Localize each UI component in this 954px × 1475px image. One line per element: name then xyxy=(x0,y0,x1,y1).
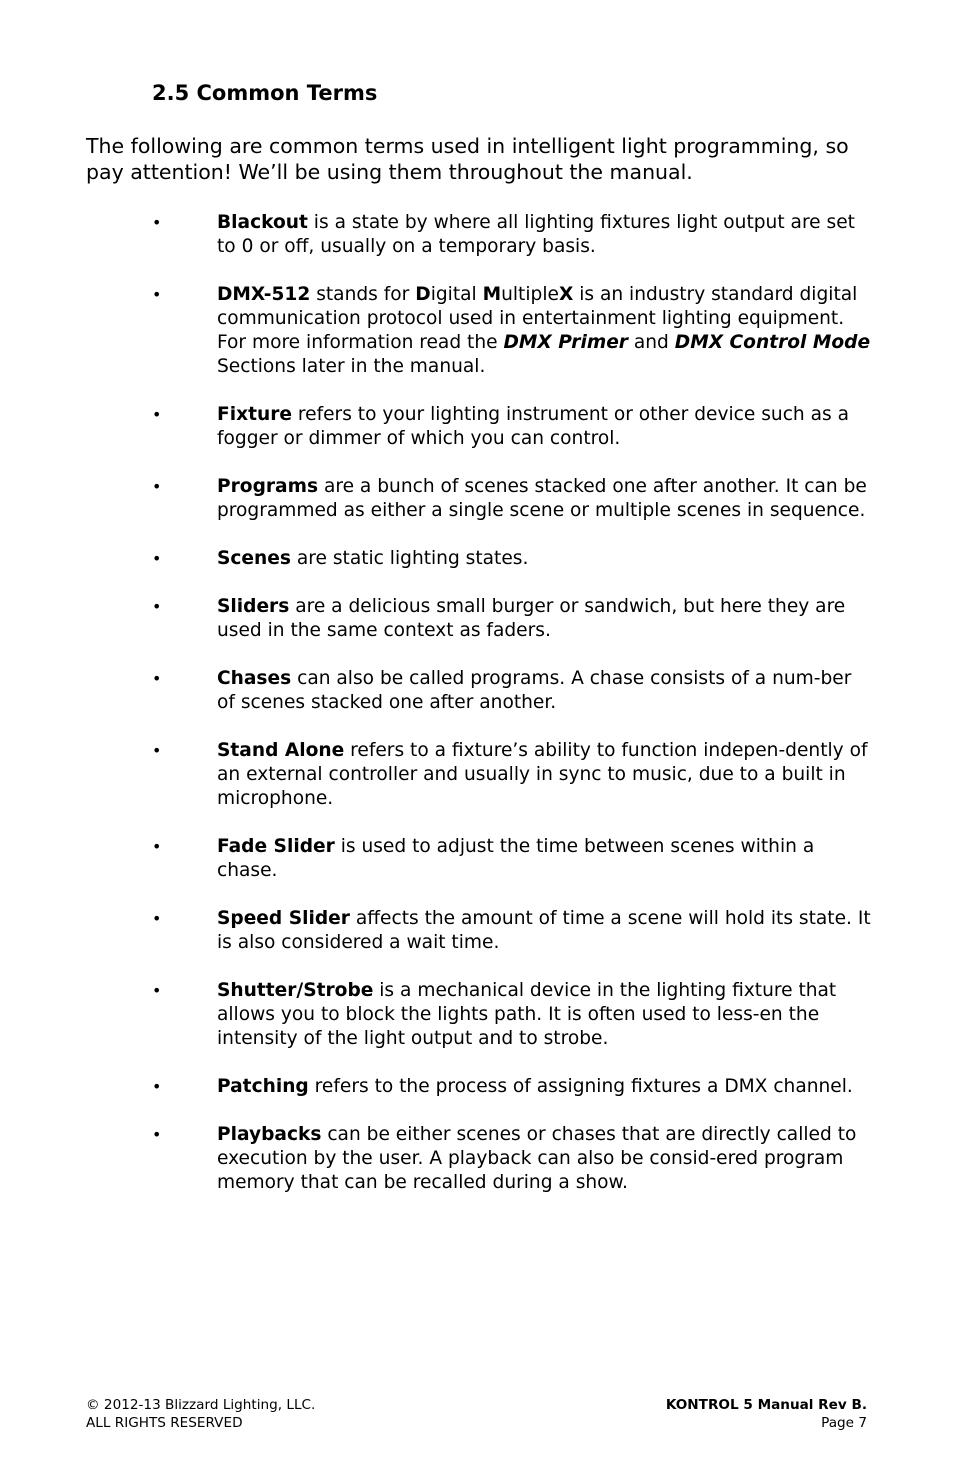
term-name: Stand Alone xyxy=(217,740,345,761)
term-name: Blackout xyxy=(217,212,308,233)
term-name: Sliders xyxy=(217,596,290,617)
term-definition: is a mechanical device in the lighting fixture that allows you to block the lights path. It is often used to less-en the intensity of the light output and to strobe. xyxy=(217,980,837,1049)
bullet-icon: • xyxy=(152,669,162,688)
term-name: Fixture xyxy=(217,404,292,425)
bullet-icon: • xyxy=(152,741,162,760)
term-playbacks xyxy=(0,1123,954,1195)
term-definition: stands for xyxy=(310,284,416,305)
acronym-text: igital xyxy=(430,284,483,305)
term-definition-cont: and xyxy=(627,332,675,353)
term-definition: affects the amount of time a scene will hold its state. It is also considered a wait time. xyxy=(217,908,871,953)
term-definition: refers to a fixture’s ability to function indepen-dently of an external controller and usually in sync to music, due to a built in microphone. xyxy=(217,740,868,809)
term-fade-slider xyxy=(0,835,954,883)
term-name: Chases xyxy=(217,668,292,689)
term-shutter-strobe xyxy=(0,979,954,1051)
term-blackout xyxy=(0,211,954,259)
term-definition: refers to the process of assigning fixtures a DMX channel. xyxy=(308,1076,853,1097)
term-definition: is used to adjust the time between scenes within a chase. xyxy=(217,836,815,881)
term-stand-alone xyxy=(0,739,954,811)
footer-copyright xyxy=(86,1396,315,1432)
term-definition: are a bunch of scenes stacked one after another. It can be programmed as either a single scene or multiple scenes in sequence. xyxy=(217,476,867,521)
term-speed-slider xyxy=(0,907,954,955)
bullet-icon: • xyxy=(152,549,162,568)
reference-dmx-primer: DMX Primer xyxy=(503,332,628,353)
term-fixture xyxy=(0,403,954,451)
bullet-icon: • xyxy=(152,405,162,424)
term-sliders xyxy=(0,595,954,643)
term-name: DMX-512 xyxy=(217,284,311,305)
term-dmx-512 xyxy=(0,283,954,379)
acronym-letter-x: X xyxy=(558,284,574,305)
bullet-icon: • xyxy=(152,285,162,304)
bullet-icon: • xyxy=(152,1125,162,1144)
bullet-icon: • xyxy=(152,909,162,928)
acronym-letter-m: M xyxy=(482,284,502,305)
term-definition-cont: is an industry standard digital communication protocol used in entertainment lighting equipment. For more information read the xyxy=(217,284,858,353)
manual-title: KONTROL 5 Manual Rev B. xyxy=(665,1397,867,1413)
footer-manual-info xyxy=(666,1396,867,1432)
term-patching xyxy=(0,1075,954,1099)
term-definition: can be either scenes or chases that are directly called to execution by the user. A playback can also be consid-ered program memory that can be recalled during a show. xyxy=(217,1124,857,1193)
term-definition: are static lighting states. xyxy=(290,548,529,569)
bullet-icon: • xyxy=(152,213,162,232)
term-chases xyxy=(0,667,954,715)
section-heading: 2.5 Common Terms xyxy=(152,81,378,105)
acronym-text: ultiple xyxy=(501,284,559,305)
term-definition: refers to your lighting instrument or other device such as a fogger or dimmer of which you can control. xyxy=(217,404,849,449)
bullet-icon: • xyxy=(152,597,162,616)
copyright-text: © 2012-13 Blizzard Lighting, LLC. xyxy=(86,1397,316,1413)
term-name: Playbacks xyxy=(217,1124,322,1145)
reference-dmx-control-mode: DMX Control Mode xyxy=(674,332,871,353)
bullet-icon: • xyxy=(152,837,162,856)
terms-list xyxy=(0,211,954,1195)
term-name: Programs xyxy=(217,476,319,497)
page-number: Page 7 xyxy=(821,1415,867,1431)
bullet-icon: • xyxy=(152,981,162,1000)
term-definition: is a state by where all lighting fixtures light output are set to 0 or off, usually on a temporary basis. xyxy=(217,212,855,257)
term-name: Shutter/Strobe xyxy=(217,980,374,1001)
bullet-icon: • xyxy=(152,477,162,496)
term-name: Scenes xyxy=(217,548,291,569)
acronym-letter-d: D xyxy=(415,284,431,305)
intro-paragraph: The following are common terms used in intelligent light programming, so pay attention! We’ll be using them throughout the manual. xyxy=(86,134,849,184)
term-name: Speed Slider xyxy=(217,908,350,929)
term-definition: can also be called programs. A chase consists of a num-ber of scenes stacked one after another. xyxy=(217,668,852,713)
term-name: Patching xyxy=(217,1076,309,1097)
term-definition-cont: Sections later in the manual. xyxy=(217,356,486,377)
term-scenes xyxy=(0,547,954,571)
term-name: Fade Slider xyxy=(217,836,335,857)
bullet-icon: • xyxy=(152,1077,162,1096)
term-definition: are a delicious small burger or sandwich, but here they are used in the same context as faders. xyxy=(217,596,846,641)
term-programs xyxy=(0,475,954,523)
rights-text: ALL RIGHTS RESERVED xyxy=(86,1415,243,1431)
